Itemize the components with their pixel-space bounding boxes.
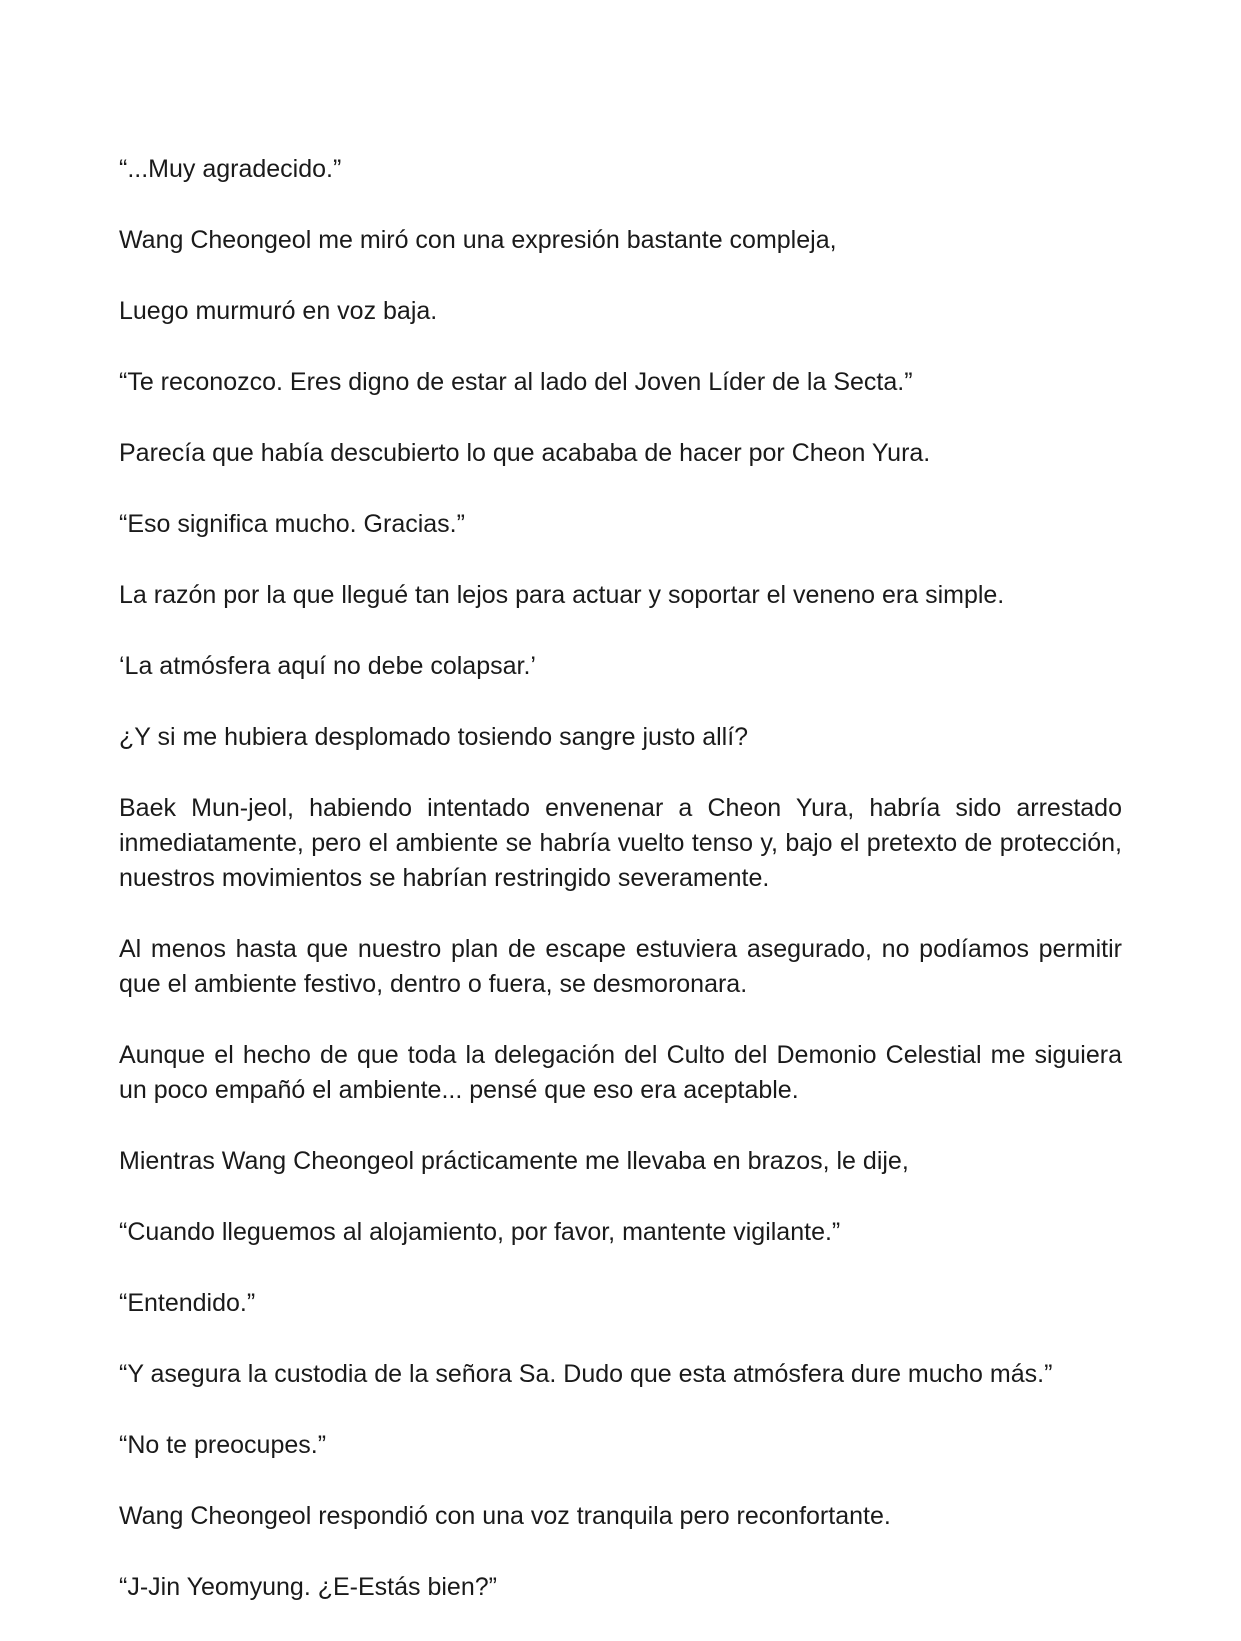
paragraph: La razón por la que llegué tan lejos para actuar y soportar el veneno era simple. (119, 581, 1005, 609)
paragraph: “...Muy agradecido.” (119, 155, 342, 183)
paragraph: Aunque el hecho de que toda la delegación del Culto del Demonio Celestial me siguiera un poco empañó el ambiente... pensé que eso era aceptable. (119, 1041, 1122, 1104)
paragraph: Parecía que había descubierto lo que acababa de hacer por Cheon Yura. (119, 439, 931, 467)
paragraph: “Y asegura la custodia de la señora Sa. Dudo que esta atmósfera dure mucho más.” (119, 1360, 1053, 1388)
paragraph: Mientras Wang Cheongeol prácticamente me llevaba en brazos, le dije, (119, 1147, 909, 1175)
paragraph: “Eso significa mucho. Gracias.” (119, 510, 465, 538)
paragraph: “Te reconozco. Eres digno de estar al lado del Joven Líder de la Secta.” (119, 368, 913, 396)
paragraph: “Entendido.” (119, 1289, 256, 1317)
paragraph: ¿Y si me hubiera desplomado tosiendo sangre justo allí? (119, 723, 749, 751)
paragraph: “J-Jin Yeomyung. ¿E-Estás bien?” (119, 1573, 497, 1601)
paragraph: Luego murmuró en voz baja. (119, 297, 438, 325)
paragraph: Wang Cheongeol respondió con una voz tranquila pero reconfortante. (119, 1502, 891, 1530)
paragraph: Al menos hasta que nuestro plan de escape estuviera asegurado, no podíamos permitir que el ambiente festivo, dentro o fuera, se desmoronara. (119, 935, 1122, 998)
paragraph: Baek Mun-jeol, habiendo intentado envenenar a Cheon Yura, habría sido arrestado inmediatamente, pero el ambiente se habría vuelto tenso y, bajo el pretexto de protección, nuestros movimientos se habrían restringido severamente. (119, 794, 1122, 892)
paragraph: “Cuando lleguemos al alojamiento, por favor, mantente vigilante.” (119, 1218, 841, 1246)
paragraph: Wang Cheongeol me miró con una expresión bastante compleja, (119, 226, 837, 254)
paragraph: ‘La atmósfera aquí no debe colapsar.’ (119, 652, 536, 680)
body-text (119, 152, 1122, 1641)
paragraph: “No te preocupes.” (119, 1431, 327, 1459)
